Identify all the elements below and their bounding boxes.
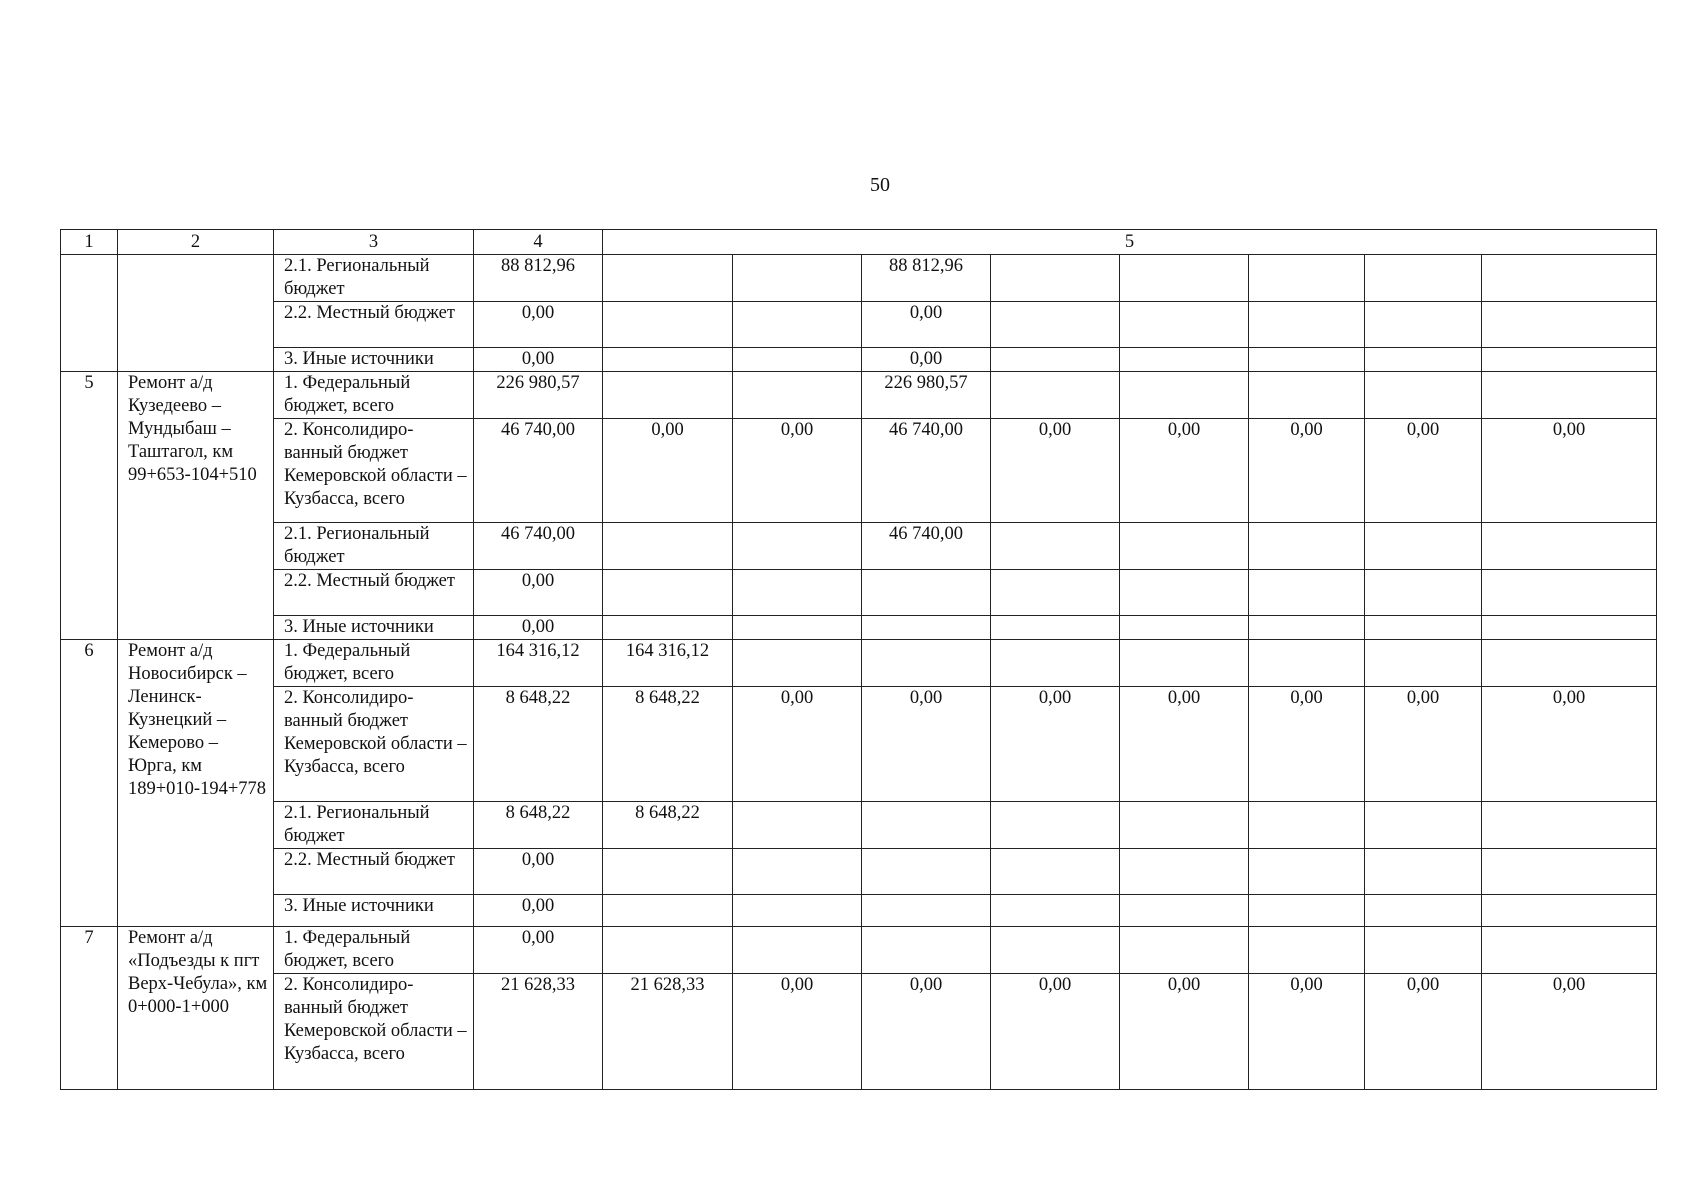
- budget-table: [60, 229, 1657, 1090]
- funding-source: 3. Иные источники: [274, 616, 474, 640]
- object-name: Ремонт а/д «Подъезды к пгт Верх-Чебула», км 0+000-1+000: [118, 927, 274, 1090]
- year-value: [1482, 372, 1657, 419]
- year-value: [1249, 372, 1365, 419]
- total-value: 0,00: [474, 570, 603, 616]
- year-value: 0,00: [1120, 419, 1249, 523]
- year-value: [603, 255, 733, 302]
- total-value: 0,00: [474, 849, 603, 895]
- year-value: 21 628,33: [603, 974, 733, 1090]
- funding-source: 1. Федеральный бюджет, всего: [274, 927, 474, 974]
- table-row: [61, 419, 1657, 523]
- year-value: [1249, 523, 1365, 570]
- year-value: [1249, 570, 1365, 616]
- year-value: [862, 895, 991, 927]
- table-row: [61, 802, 1657, 849]
- year-value: [1482, 849, 1657, 895]
- year-value: 0,00: [991, 974, 1120, 1090]
- year-value: [991, 895, 1120, 927]
- year-value: [733, 372, 862, 419]
- year-value: [1249, 927, 1365, 974]
- year-value: 0,00: [1249, 974, 1365, 1090]
- year-value: [603, 570, 733, 616]
- year-value: [1482, 640, 1657, 687]
- year-value: 46 740,00: [862, 419, 991, 523]
- year-value: [603, 372, 733, 419]
- year-value: [1120, 849, 1249, 895]
- year-value: [1120, 616, 1249, 640]
- year-value: [603, 523, 733, 570]
- table-row: [61, 348, 1657, 372]
- year-value: [991, 616, 1120, 640]
- year-value: 0,00: [991, 419, 1120, 523]
- year-value: [603, 927, 733, 974]
- year-value: [1120, 570, 1249, 616]
- total-value: 226 980,57: [474, 372, 603, 419]
- year-value: [862, 927, 991, 974]
- year-value: [1365, 372, 1482, 419]
- total-value: 0,00: [474, 302, 603, 348]
- table-row: [61, 927, 1657, 974]
- year-value: [991, 348, 1120, 372]
- year-value: [1482, 348, 1657, 372]
- year-value: [1482, 802, 1657, 849]
- year-value: [1482, 895, 1657, 927]
- year-value: 0,00: [733, 974, 862, 1090]
- year-value: [733, 895, 862, 927]
- year-value: [1120, 255, 1249, 302]
- year-value: [733, 927, 862, 974]
- year-value: 0,00: [1365, 687, 1482, 802]
- total-value: 0,00: [474, 927, 603, 974]
- table-row: [61, 849, 1657, 895]
- year-value: [1365, 616, 1482, 640]
- year-value: 0,00: [862, 687, 991, 802]
- funding-source: 2.2. Местный бюджет: [274, 302, 474, 348]
- total-value: 164 316,12: [474, 640, 603, 687]
- year-value: [1365, 523, 1482, 570]
- funding-source: 2.2. Местный бюджет: [274, 849, 474, 895]
- year-value: [603, 302, 733, 348]
- year-value: 0,00: [733, 419, 862, 523]
- table-row: [61, 302, 1657, 348]
- total-value: 0,00: [474, 895, 603, 927]
- year-value: [862, 802, 991, 849]
- year-value: [1120, 302, 1249, 348]
- funding-source: 3. Иные источники: [274, 895, 474, 927]
- total-value: 46 740,00: [474, 419, 603, 523]
- year-value: 0,00: [862, 348, 991, 372]
- year-value: [1249, 348, 1365, 372]
- year-value: 0,00: [1482, 974, 1657, 1090]
- year-value: 88 812,96: [862, 255, 991, 302]
- year-value: [1365, 255, 1482, 302]
- year-value: [1249, 255, 1365, 302]
- year-value: [733, 849, 862, 895]
- funding-source: 2.1. Региональный бюджет: [274, 255, 474, 302]
- table-row: [61, 372, 1657, 419]
- funding-source: 1. Федеральный бюджет, всего: [274, 372, 474, 419]
- year-value: [991, 927, 1120, 974]
- total-value: 46 740,00: [474, 523, 603, 570]
- column-number-row: [61, 230, 1657, 255]
- year-value: [1365, 802, 1482, 849]
- total-value: 8 648,22: [474, 802, 603, 849]
- year-value: [991, 302, 1120, 348]
- funding-source: 2. Консолидиро-ванный бюджет Кемеровской области – Кузбасса, всего: [274, 687, 474, 802]
- year-value: [991, 523, 1120, 570]
- total-value: 8 648,22: [474, 687, 603, 802]
- year-value: [733, 302, 862, 348]
- year-value: [1365, 849, 1482, 895]
- object-number: 6: [61, 640, 118, 927]
- year-value: [991, 849, 1120, 895]
- year-value: 0,00: [1482, 419, 1657, 523]
- year-value: [1249, 849, 1365, 895]
- year-value: [1120, 372, 1249, 419]
- year-value: [1365, 640, 1482, 687]
- page-number: 50: [870, 174, 890, 196]
- year-value: 0,00: [1249, 419, 1365, 523]
- year-value: [733, 255, 862, 302]
- year-value: 0,00: [1120, 974, 1249, 1090]
- object-name: Ремонт а/д Кузедеево – Мундыбаш – Таштагол, км 99+653-104+510: [118, 372, 274, 640]
- table-row: [61, 523, 1657, 570]
- year-value: [862, 640, 991, 687]
- total-value: 0,00: [474, 348, 603, 372]
- year-value: [991, 372, 1120, 419]
- year-value: 164 316,12: [603, 640, 733, 687]
- year-value: [1249, 802, 1365, 849]
- table-row: [61, 895, 1657, 927]
- header-cell: 1: [61, 230, 118, 255]
- table-row: [61, 640, 1657, 687]
- total-value: 88 812,96: [474, 255, 603, 302]
- year-value: [991, 570, 1120, 616]
- year-value: 8 648,22: [603, 802, 733, 849]
- object-number: 5: [61, 372, 118, 640]
- year-value: 0,00: [733, 687, 862, 802]
- table-row: [61, 974, 1657, 1090]
- funding-source: 2.2. Местный бюджет: [274, 570, 474, 616]
- year-value: [862, 849, 991, 895]
- year-value: [1120, 348, 1249, 372]
- header-cell: 4: [474, 230, 603, 255]
- year-value: [733, 802, 862, 849]
- year-value: [733, 348, 862, 372]
- year-value: [1365, 895, 1482, 927]
- year-value: [603, 849, 733, 895]
- total-value: 21 628,33: [474, 974, 603, 1090]
- year-value: [1249, 640, 1365, 687]
- year-value: [733, 640, 862, 687]
- year-value: 0,00: [603, 419, 733, 523]
- year-value: 0,00: [991, 687, 1120, 802]
- year-value: [1365, 302, 1482, 348]
- year-value: [991, 802, 1120, 849]
- year-value: 0,00: [1120, 687, 1249, 802]
- year-value: [733, 570, 862, 616]
- year-value: [1120, 523, 1249, 570]
- year-value: [1482, 255, 1657, 302]
- year-value: [603, 348, 733, 372]
- year-value: [1482, 927, 1657, 974]
- header-cell: 5: [603, 230, 1657, 255]
- table-row: [61, 570, 1657, 616]
- year-value: [603, 616, 733, 640]
- year-value: [1482, 523, 1657, 570]
- year-value: [733, 616, 862, 640]
- object-name: Ремонт а/д Новосибирск – Ленинск-Кузнецкий – Кемерово – Юрга, км 189+010-194+778: [118, 640, 274, 927]
- year-value: 0,00: [862, 974, 991, 1090]
- year-value: [1482, 570, 1657, 616]
- year-value: [1482, 302, 1657, 348]
- year-value: [1365, 570, 1482, 616]
- year-value: [1249, 302, 1365, 348]
- funding-source: 2.1. Региональный бюджет: [274, 802, 474, 849]
- year-value: [991, 255, 1120, 302]
- object-number: [61, 255, 118, 372]
- year-value: [1365, 927, 1482, 974]
- year-value: [862, 570, 991, 616]
- year-value: [1249, 895, 1365, 927]
- object-number: 7: [61, 927, 118, 1090]
- year-value: [1482, 616, 1657, 640]
- object-name: [118, 255, 274, 372]
- header-cell: 3: [274, 230, 474, 255]
- year-value: [1365, 348, 1482, 372]
- year-value: [1249, 616, 1365, 640]
- year-value: 0,00: [1482, 687, 1657, 802]
- year-value: [1120, 802, 1249, 849]
- year-value: 46 740,00: [862, 523, 991, 570]
- total-value: 0,00: [474, 616, 603, 640]
- year-value: 0,00: [1365, 974, 1482, 1090]
- year-value: [733, 523, 862, 570]
- header-cell: 2: [118, 230, 274, 255]
- table-row: [61, 616, 1657, 640]
- year-value: 226 980,57: [862, 372, 991, 419]
- year-value: [1120, 640, 1249, 687]
- funding-source: 2. Консолидиро-ванный бюджет Кемеровской области – Кузбасса, всего: [274, 974, 474, 1090]
- year-value: 0,00: [1249, 687, 1365, 802]
- funding-source: 2. Консолидиро-ванный бюджет Кемеровской области – Кузбасса, всего: [274, 419, 474, 523]
- year-value: 8 648,22: [603, 687, 733, 802]
- year-value: [603, 895, 733, 927]
- funding-source: 2.1. Региональный бюджет: [274, 523, 474, 570]
- year-value: [1120, 927, 1249, 974]
- year-value: 0,00: [1365, 419, 1482, 523]
- table-row: [61, 687, 1657, 802]
- year-value: [991, 640, 1120, 687]
- year-value: 0,00: [862, 302, 991, 348]
- funding-source: 1. Федеральный бюджет, всего: [274, 640, 474, 687]
- year-value: [1120, 895, 1249, 927]
- table-row: [61, 255, 1657, 302]
- year-value: [862, 616, 991, 640]
- funding-source: 3. Иные источники: [274, 348, 474, 372]
